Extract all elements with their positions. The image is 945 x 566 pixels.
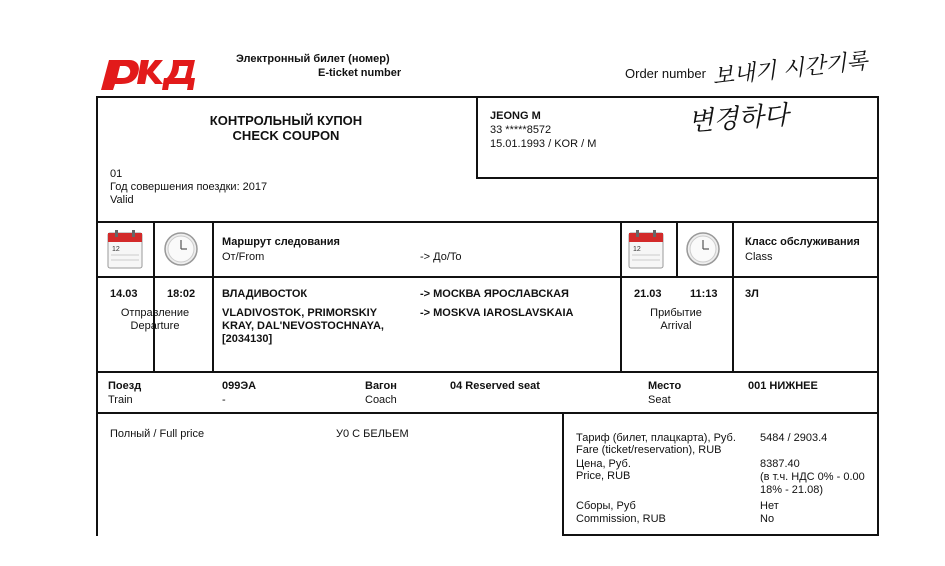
class-label: Класс обслуживания	[745, 236, 860, 248]
handwritten-note-1: 보내기 시간기록	[711, 48, 869, 91]
fare-label-en: Fare (ticket/reservation), RUB	[576, 444, 722, 456]
price-divider	[562, 412, 564, 536]
commission-label-en: Commission, RUB	[576, 513, 666, 525]
arr-date-divider	[676, 221, 678, 277]
route-to-label: -> До/To	[420, 251, 462, 263]
to-station-ru: -> МОСКВА ЯРОСЛАВСКАЯ	[420, 288, 569, 300]
price-bottom-line	[562, 534, 879, 536]
train-number: 099ЭА	[222, 380, 257, 392]
coupon-number: 01	[110, 168, 123, 180]
coach-value: 04 Reserved seat	[450, 380, 540, 392]
from-station-code: [2034130]	[222, 333, 273, 345]
route-from-label: От/From	[222, 251, 265, 263]
route-right-divider	[620, 221, 622, 372]
arrival-time: 11:13	[690, 288, 718, 300]
from-station-en-2: KRAY, DAL'NEVOSTOCHNAYA,	[222, 320, 384, 332]
calendar-day-text: 12	[633, 246, 641, 253]
passenger-divider	[476, 96, 478, 178]
clock-icon	[685, 231, 721, 272]
departure-time: 18:02	[167, 288, 196, 300]
departure-date: 14.03	[110, 288, 138, 300]
passenger-name: JEONG M	[490, 110, 541, 122]
trip-year: Год совершения поездки: 2017	[110, 181, 268, 193]
train-sub: -	[222, 394, 226, 406]
fare-label-ru: Тариф (билет, плацкарта), Руб.	[576, 432, 736, 444]
calendar-day-text: 12	[112, 246, 120, 253]
rzd-logo	[95, 48, 205, 98]
full-price-label: Полный / Full price	[110, 428, 205, 440]
price-label-en: Price, RUB	[576, 470, 631, 482]
seat-label-en: Seat	[648, 394, 671, 406]
handwritten-note-2: 변경하다	[687, 100, 790, 138]
train-bottom-line	[96, 412, 879, 414]
commission-value-ru: Нет	[760, 500, 779, 512]
passenger-bottom-line	[476, 177, 879, 179]
arr-time-divider	[732, 221, 734, 372]
vat-line-2: 18% - 21.08)	[760, 484, 823, 496]
frame-top-line	[96, 96, 879, 98]
seat-label: Место	[648, 380, 682, 392]
eticket-title-en: E-ticket number	[318, 67, 402, 79]
train-label-en: Train	[108, 394, 133, 406]
arrival-date: 21.03	[634, 288, 662, 300]
price-label-ru: Цена, Руб.	[576, 458, 631, 470]
departure-label-ru: Отправление	[120, 307, 190, 319]
from-station-ru: ВЛАДИВОСТОК	[222, 288, 308, 300]
from-station-en-1: VLADIVOSTOK, PRIMORSKIY	[222, 307, 378, 319]
frame-right-line	[877, 96, 879, 536]
eticket-title-ru: Электронный билет (номер)	[236, 53, 390, 65]
clock-icon	[163, 231, 199, 272]
vat-line-1: (в т.ч. НДС 0% - 0.00	[760, 471, 865, 483]
route-label: Маршрут следования	[222, 236, 340, 248]
dep-date-divider	[153, 221, 155, 372]
coupon-title-en: CHECK COUPON	[232, 128, 340, 143]
price-value: 8387.40	[760, 458, 800, 470]
commission-label-ru: Сборы, Руб	[576, 500, 636, 512]
departure-label-en: Departure	[130, 320, 180, 332]
coach-label: Вагон	[365, 380, 397, 392]
to-station-en: -> MOSKVA IAROSLAVSKAIA	[420, 307, 574, 319]
commission-value-en: No	[760, 513, 775, 525]
calendar-icon	[107, 229, 143, 274]
passenger-document: 33 *****8572	[490, 124, 552, 136]
bedding-label: У0 С БЕЛЬЕМ	[336, 428, 409, 440]
arrival-label-ru: Прибытие	[650, 307, 702, 319]
class-value: 3Л	[745, 288, 759, 300]
seat-value: 001 НИЖНЕЕ	[748, 380, 818, 392]
passenger-details: 15.01.1993 / KOR / M	[490, 138, 597, 150]
coupon-title-ru: КОНТРОЛЬНЫЙ КУПОН	[209, 113, 363, 128]
class-label-en: Class	[745, 251, 773, 263]
dep-time-divider	[212, 221, 214, 372]
order-number-label: Order number	[625, 66, 706, 81]
fare-value: 5484 / 2903.4	[760, 432, 828, 444]
valid-label: Valid	[110, 194, 134, 206]
arrival-label-en: Arrival	[660, 320, 692, 332]
calendar-icon	[628, 229, 664, 274]
coach-label-en: Coach	[365, 394, 397, 406]
rzd-logo-icon	[95, 48, 205, 98]
train-label: Поезд	[108, 380, 142, 392]
